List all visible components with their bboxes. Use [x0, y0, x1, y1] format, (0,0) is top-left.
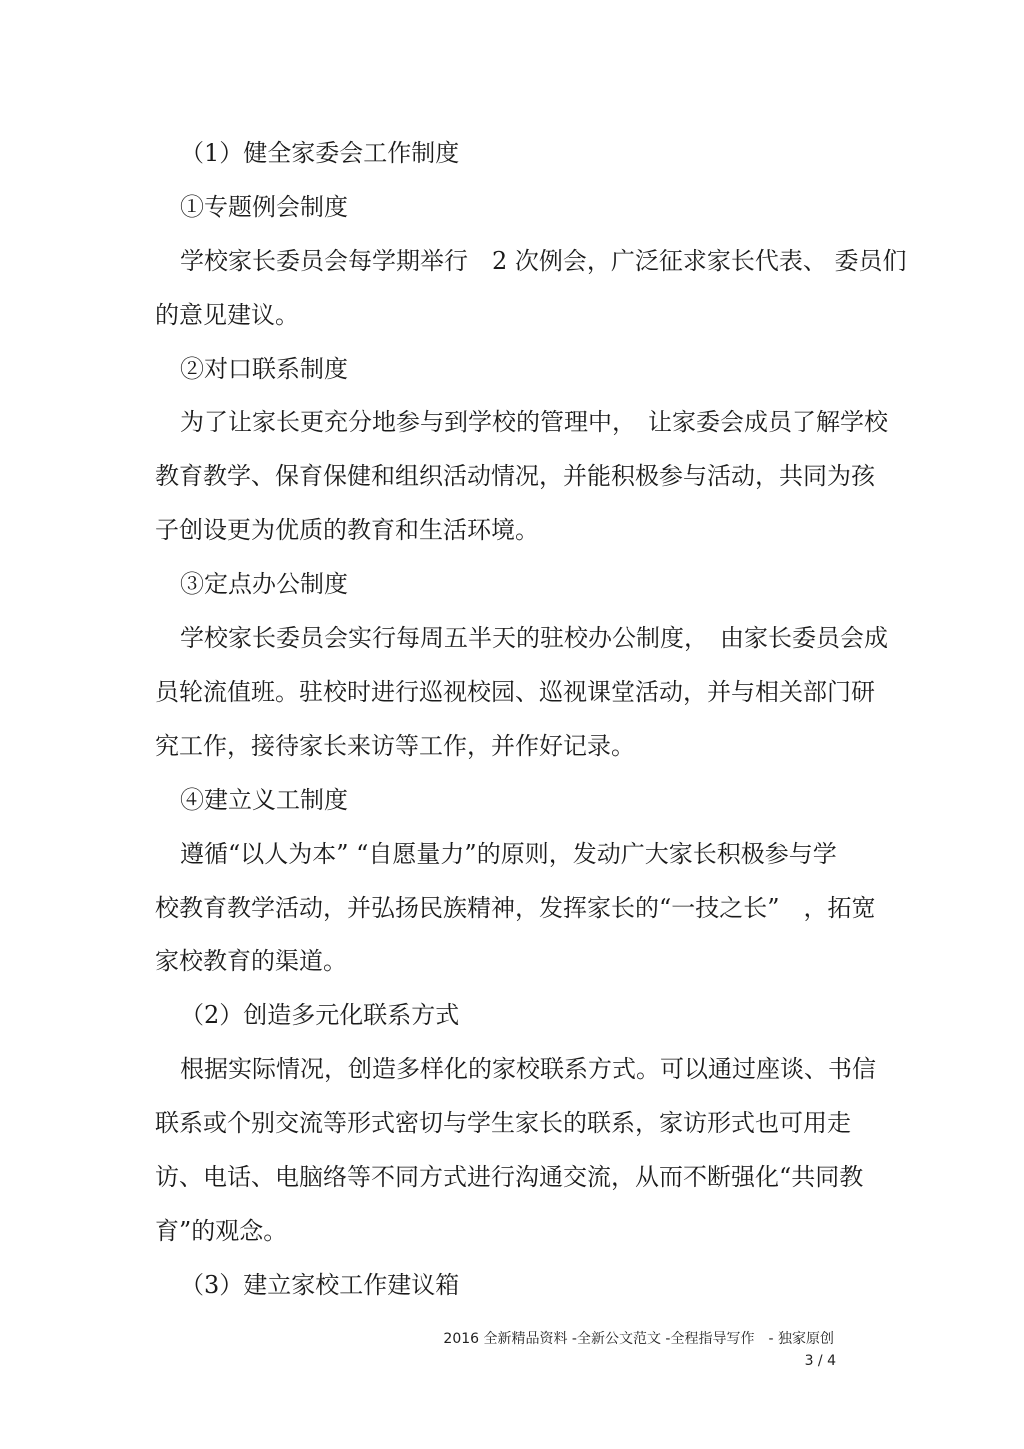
footer-text: 2016 全新精品资料 -全新公文范文 -全程指导写作 - 独家原创 — [443, 1331, 834, 1347]
paragraph-line: 的意见建议。 — [155, 301, 299, 329]
section-heading-1: （1）健全家委会工作制度 — [180, 139, 460, 167]
paragraph-line: 教育教学、保育保健和组织活动情况，并能积极参与活动，共同为孩 — [155, 462, 875, 490]
paragraph-line: 根据实际情况，创造多样化的家校联系方式。可以通过座谈、书信 — [180, 1055, 876, 1083]
paragraph-line: 遵循“以人为本” “自愿量力”的原则，发动广大家长积极参与学 — [180, 840, 837, 868]
paragraph-line: 员轮流值班。驻校时进行巡视校园、巡视课堂活动，并与相关部门研 — [155, 678, 875, 706]
paragraph-line: 究工作，接待家长来访等工作，并作好记录。 — [155, 732, 635, 760]
paragraph-line: 学校家长委员会每学期举行 2 次例会，广泛征求家长代表、 委员们 — [180, 247, 907, 275]
paragraph-line: 访、电话、电脑络等不同方式进行沟通交流，从而不断强化“共同教 — [155, 1163, 864, 1191]
paragraph-line: 联系或个别交流等形式密切与学生家长的联系，家访形式也可用走 — [155, 1109, 851, 1137]
paragraph-line: 学校家长委员会实行每周五半天的驻校办公制度， 由家长委员会成 — [180, 624, 888, 652]
section-heading-2: （2）创造多元化联系方式 — [180, 1001, 460, 1029]
subheading-1: ①专题例会制度 — [180, 193, 348, 221]
paragraph-line: 育”的观念。 — [155, 1217, 288, 1245]
paragraph-line: 子创设更为优质的教育和生活环境。 — [155, 516, 539, 544]
subheading-4: ④建立义工制度 — [180, 786, 348, 814]
subheading-3: ③定点办公制度 — [180, 570, 348, 598]
paragraph-line: 家校教育的渠道。 — [155, 947, 347, 975]
subheading-2: ②对口联系制度 — [180, 355, 348, 383]
section-heading-3: （3）建立家校工作建议箱 — [180, 1271, 460, 1299]
paragraph-line: 为了让家长更充分地参与到学校的管理中， 让家委会成员了解学校 — [180, 408, 888, 436]
page-number: 3 / 4 — [804, 1353, 836, 1369]
paragraph-line: 校教育教学活动，并弘扬民族精神，发挥家长的“一技之长” ，拓宽 — [155, 894, 876, 922]
